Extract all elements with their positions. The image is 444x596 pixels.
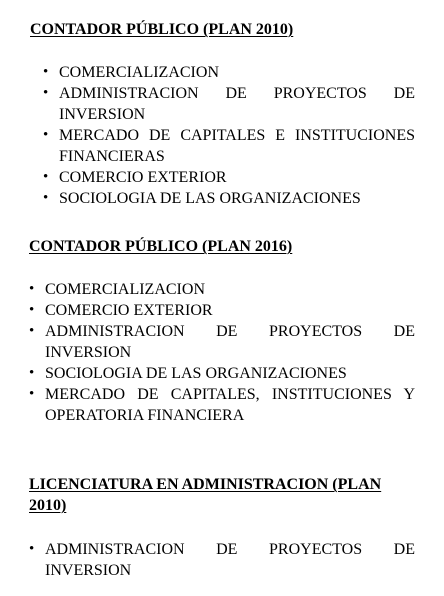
bullet-dot-icon: •: [43, 190, 49, 206]
list-item-label: MERCADO DE CAPITALES E INSTITUCIONES FINANCIERAS: [59, 127, 415, 165]
list-item: [29, 539, 415, 581]
bullet-dot-icon: •: [29, 302, 35, 318]
list-item-label: COMERCIO EXTERIOR: [59, 169, 227, 186]
list-item: [43, 125, 415, 167]
list-item: [29, 363, 415, 384]
section-heading-contador-2010: CONTADOR PÚBLICO (PLAN 2010): [30, 21, 294, 38]
list-item: [29, 321, 415, 363]
course-list-contador-2016: [29, 279, 415, 426]
list-item: [29, 279, 415, 300]
section-heading-licenciatura-2010: LICENCIATURA EN ADMINISTRACION (PLAN 2010): [29, 476, 382, 514]
list-item-label: COMERCIALIZACION: [59, 64, 219, 81]
list-item: [43, 167, 415, 188]
bullet-dot-icon: •: [29, 386, 35, 402]
bullet-dot-icon: •: [29, 365, 35, 381]
bullet-dot-icon: •: [43, 127, 49, 143]
course-list-contador-2010: [43, 62, 415, 209]
list-item: [29, 300, 415, 321]
list-item-label: MERCADO DE CAPITALES, INSTITUCIONES Y OPERATORIA FINANCIERA: [45, 386, 415, 424]
list-item-label: ADMINISTRACION DE PROYECTOS DE INVERSION: [45, 323, 415, 361]
list-item-label: ADMINISTRACION DE PROYECTOS DE INVERSION: [59, 85, 415, 123]
bullet-dot-icon: •: [43, 85, 49, 101]
section-heading-contador-2016: CONTADOR PÚBLICO (PLAN 2016): [29, 238, 293, 255]
bullet-dot-icon: •: [43, 169, 49, 185]
bullet-dot-icon: •: [29, 541, 35, 557]
list-item: [43, 188, 415, 209]
list-item-label: SOCIOLOGIA DE LAS ORGANIZACIONES: [59, 190, 361, 207]
list-item-label: SOCIOLOGIA DE LAS ORGANIZACIONES: [45, 365, 347, 382]
list-item-label: ADMINISTRACION DE PROYECTOS DE INVERSION: [45, 541, 415, 579]
list-item-label: COMERCIO EXTERIOR: [45, 302, 213, 319]
list-item-label: COMERCIALIZACION: [45, 281, 205, 298]
bullet-dot-icon: •: [43, 64, 49, 80]
bullet-dot-icon: •: [29, 281, 35, 297]
list-item: [43, 62, 415, 83]
list-item: [43, 83, 415, 125]
list-item: [29, 384, 415, 426]
bullet-dot-icon: •: [29, 323, 35, 339]
course-list-licenciatura-2010: [29, 539, 415, 581]
